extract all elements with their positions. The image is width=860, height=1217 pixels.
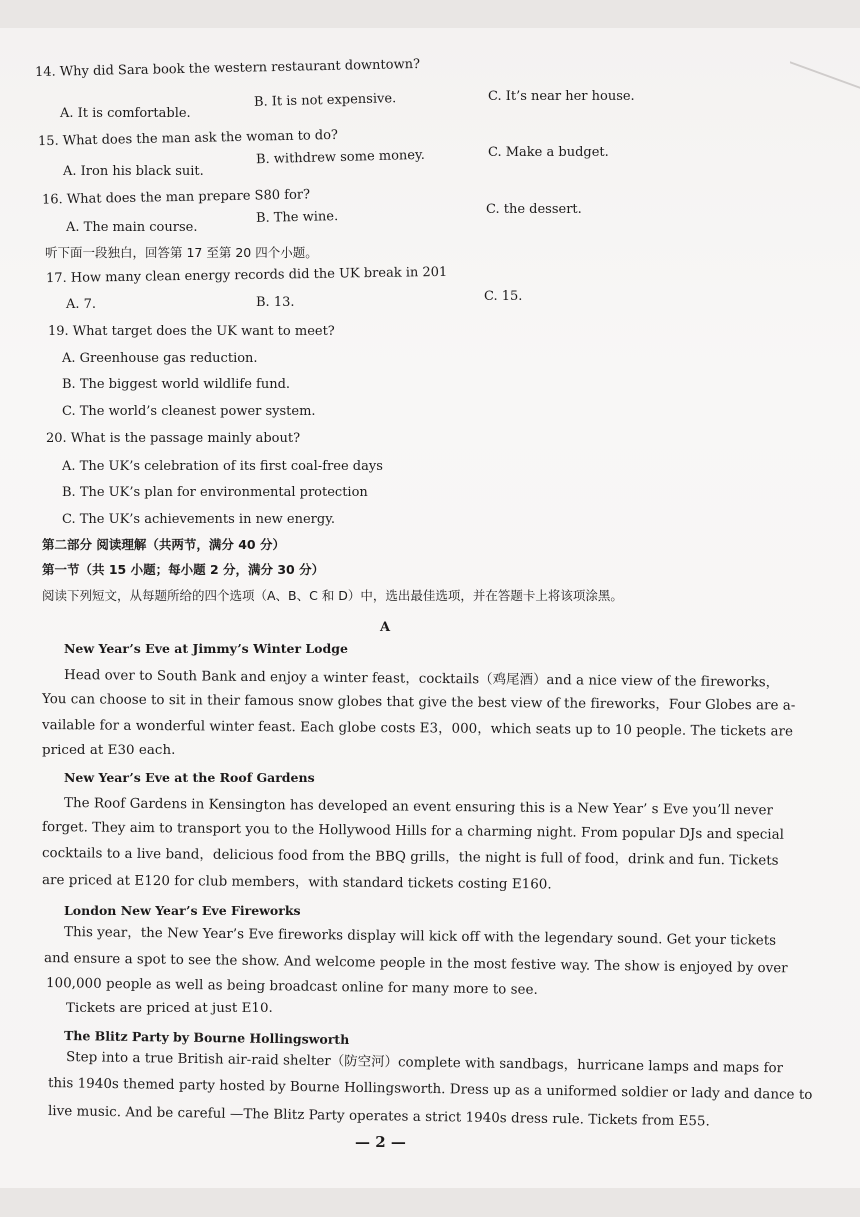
q17-option-a: A. 7. xyxy=(66,297,97,312)
ad2-line-2: forget. They aim to transport you to the Hollywood Hills for a charming night. From popular DJs and special xyxy=(41,820,785,843)
q15-option-a: A. Iron his black suit. xyxy=(63,164,204,179)
q16-option-a: A. The main course. xyxy=(66,220,198,235)
q17-option-b: B. 13. xyxy=(256,295,295,310)
passage-label: A xyxy=(380,620,391,635)
q14-option-b: B. It is not expensive. xyxy=(253,91,397,110)
question-15: 15. What does the man ask the woman to do? xyxy=(37,127,339,150)
q17-option-c: C. 15. xyxy=(484,289,523,304)
ad4-title: The Blitz Party by Bourne Hollingsworth xyxy=(63,1028,350,1047)
question-20: 20. What is the passage mainly about? xyxy=(46,431,301,446)
question-14: 14. Why did Sara book the western restaurant downtown? xyxy=(34,56,421,81)
q20-option-c: C. The UK’s achievements in new energy. xyxy=(62,512,335,527)
reading-instruction: 阅读下列短文，从每题所给的四个选项（A、B、C 和 D）中，选出最佳选项，并在答题卡上将该项涂黑。 xyxy=(42,588,623,603)
ad1-line-3: vailable for a wonderful winter feast. Each globe costs E3，000，which seats up to 10 people. The tickets are xyxy=(41,718,794,740)
q20-option-a: A. The UK’s celebration of its first coal-free days xyxy=(62,459,383,474)
q20-option-b: B. The UK’s plan for environmental protection xyxy=(62,485,368,500)
question-19: 19. What target does the UK want to meet? xyxy=(48,324,335,339)
q16-option-b: B. The wine. xyxy=(255,209,339,226)
ad3-title: London New Year’s Eve Fireworks xyxy=(64,903,301,918)
folded-corner xyxy=(790,15,860,88)
q15-option-c: C. Make a budget. xyxy=(488,145,609,160)
question-16: 16. What does the man prepare S80 for? xyxy=(41,187,311,208)
ad3-line-4: Tickets are priced at just E10. xyxy=(66,1001,273,1016)
listening-instruction: 听下面一段独白，回答第 17 至第 20 四个小题。 xyxy=(45,245,318,260)
ad3-line-3: 100,000 people as well as being broadcast online for many more to see. xyxy=(45,976,538,998)
question-17: 17. How many clean energy records did the UK break in 201 xyxy=(45,264,448,287)
section-one-title: 第一节（共 15 小题；每小题 2 分，满分 30 分） xyxy=(42,562,325,577)
q14-option-a: A. It is comfortable. xyxy=(60,106,191,121)
q14-option-c: C. It’s near her house. xyxy=(488,89,635,104)
q19-option-c: C. The world’s cleanest power system. xyxy=(62,404,316,419)
page-number: — 2 — xyxy=(355,1133,406,1151)
ad2-title: New Year’s Eve at the Roof Gardens xyxy=(64,770,315,785)
ad2-line-3: cocktails to a live band，delicious food from the BBQ grills，the night is full of food，drink and fun. Tickets xyxy=(41,846,779,869)
ad1-line-2: You can choose to sit in their famous snow globes that give the best view of the fireworks，Four Globes are a- xyxy=(41,692,796,714)
ad3-line-1: This year，the New Year’s Eve fireworks display will kick off with the legendary sound. Get your tickets xyxy=(63,925,777,949)
q19-option-b: B. The biggest world wildlife fund. xyxy=(62,377,291,392)
ad1-line-4: priced at E30 each. xyxy=(42,743,176,758)
ad4-line-1: Step into a true British air-raid shelter（防空河）complete with sandbags，hurricane lamps and maps for xyxy=(65,1050,784,1077)
ad1-title: New Year’s Eve at Jimmy’s Winter Lodge xyxy=(64,641,348,656)
q15-option-b: B. withdrew some money. xyxy=(255,147,425,168)
ad3-line-2: and ensure a spot to see the show. And welcome people in the most festive way. The show is enjoyed by over xyxy=(43,951,788,977)
q19-option-a: A. Greenhouse gas reduction. xyxy=(62,351,258,366)
ad4-line-3: live music. And be careful —The Blitz Party operates a strict 1940s dress rule. Tickets from E55. xyxy=(47,1104,710,1130)
ad4-line-2: this 1940s themed party hosted by Bourne Hollingsworth. Dress up as a uniformed soldier or lady and dance to xyxy=(47,1076,813,1104)
ad2-line-1: The Roof Gardens in Kensington has developed an event ensuring this is a New Year’ s Eve you’ll never xyxy=(63,796,774,819)
ad1-line-1: Head over to South Bank and enjoy a winter feast，cocktails（鸡尾酒）and a nice view of the fireworks， xyxy=(63,668,780,691)
q16-option-c: C. the dessert. xyxy=(486,202,582,217)
ad2-line-4: are priced at E120 for club members，with standard tickets costing E160. xyxy=(41,873,552,893)
part-two-title: 第二部分 阅读理解（共两节，满分 40 分） xyxy=(42,537,285,552)
